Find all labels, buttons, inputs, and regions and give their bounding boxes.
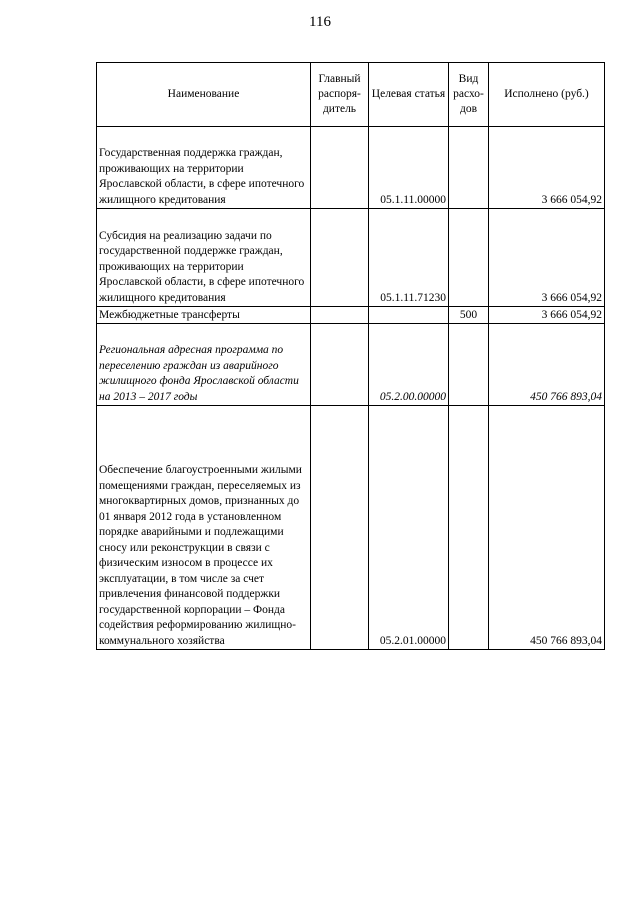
row-expense-type (449, 406, 489, 650)
row-target-article: 05.1.11.00000 (369, 127, 449, 209)
table-row (97, 209, 605, 307)
header-expense-type: Вид расхо-дов (449, 63, 489, 127)
row-executed: 3 666 054,92 (489, 307, 605, 324)
table-row (97, 406, 605, 650)
row-main-manager (311, 307, 369, 324)
row-main-manager (311, 127, 369, 209)
row-name: Региональная адресная программа по переселению граждан из аварийного жилищного фонда Ярославской области на 2013 – 2017 годы (97, 324, 311, 406)
row-expense-type: 500 (449, 307, 489, 324)
row-executed: 450 766 893,04 (489, 406, 605, 650)
row-name: Государственная поддержка граждан, проживающих на территории Ярославской области, в сфере ипотечного жилищного кредитования (97, 127, 311, 209)
table-header-row (97, 63, 605, 127)
header-target-article: Целевая статья (369, 63, 449, 127)
row-executed: 3 666 054,92 (489, 209, 605, 307)
row-expense-type (449, 324, 489, 406)
row-main-manager (311, 209, 369, 307)
header-executed: Исполнено (руб.) (489, 63, 605, 127)
row-expense-type (449, 127, 489, 209)
row-target-article (369, 307, 449, 324)
row-name: Обеспечение благоустроенными жилыми помещениями граждан, переселяемых из многоквартирных домов, признанных до 01 января 2012 года в установленном порядке аварийными и подлежащими сносу или реконструкции в связи с физическим износом в процессе их эксплуатации, в том числе за счет привлечения финансовой поддержки государственной корпорации – Фонда содействия реформированию жилищно-коммунального хозяйства (97, 406, 311, 650)
row-main-manager (311, 406, 369, 650)
page-number: 116 (309, 14, 331, 30)
row-main-manager (311, 324, 369, 406)
row-executed: 3 666 054,92 (489, 127, 605, 209)
header-name: Наименование (97, 63, 311, 127)
table-row (97, 127, 605, 209)
header-main-manager: Главный распоря-дитель (311, 63, 369, 127)
row-target-article: 05.2.01.00000 (369, 406, 449, 650)
table-row (97, 324, 605, 406)
row-expense-type (449, 209, 489, 307)
row-target-article: 05.2.00.00000 (369, 324, 449, 406)
row-name: Межбюджетные трансферты (97, 307, 311, 324)
budget-execution-table (96, 62, 605, 650)
row-name: Субсидия на реализацию задачи по государственной поддержке граждан, проживающих на территории Ярославской области, в сфере ипотечного жилищного кредитования (97, 209, 311, 307)
row-executed: 450 766 893,04 (489, 324, 605, 406)
row-target-article: 05.1.11.71230 (369, 209, 449, 307)
table-row (97, 307, 605, 324)
